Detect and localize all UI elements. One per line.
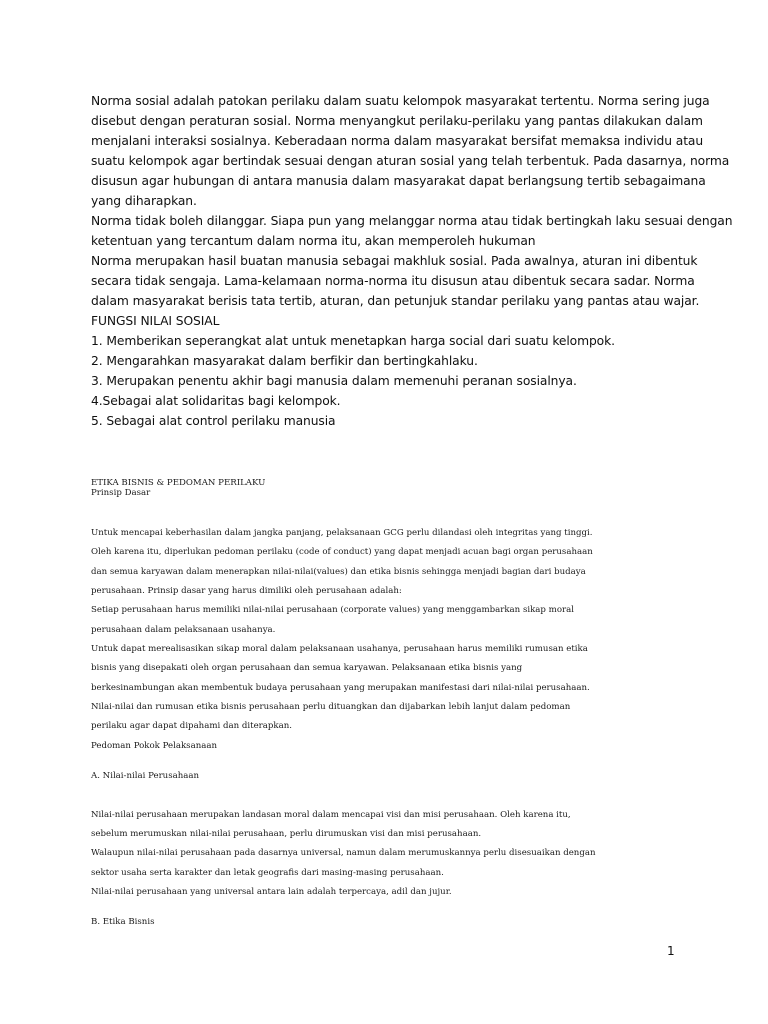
- page-number: 1: [667, 944, 675, 958]
- text-line: Norma sosial adalah patokan perilaku dalam suatu kelompok masyarakat tertentu. Norma sering juga: [91, 94, 710, 108]
- text-line: Oleh karena itu, diperlukan pedoman perilaku (code of conduct) yang dapat menjadi acuan bagi organ perusahaan: [91, 547, 593, 557]
- text-line: sektor usaha serta karakter dan letak geografis dari masing-masing perusahaan.: [91, 868, 444, 878]
- list-item: 4.Sebagai alat solidaritas bagi kelompok.: [91, 394, 341, 408]
- text-line: menjalani interaksi sosialnya. Keberadaan norma dalam masyarakat bersifat memaksa individu atau: [91, 134, 704, 148]
- text-line: suatu kelompok agar bertindak sesuai dengan aturan sosial yang telah terbentuk. Pada dasarnya, norma: [91, 154, 730, 168]
- text-line: Setiap perusahaan harus memiliki nilai-nilai perusahaan (corporate values) yang menggambarkan sikap moral: [91, 605, 574, 615]
- text-line: Untuk mencapai keberhasilan dalam jangka panjang, pelaksanaan GCG perlu dilandasi oleh integritas yang tinggi.: [91, 528, 593, 538]
- text-line: disebut dengan peraturan sosial. Norma menyangkut perilaku-perilaku yang pantas dilakukan dalam: [91, 114, 703, 128]
- norma-sosial-section: [91, 91, 733, 431]
- text-line: perilaku agar dapat dipahami dan diterapkan.: [91, 721, 292, 731]
- text-line: sebelum merumuskan nilai-nilai perusahaan, perlu dirumuskan visi dan misi perusahaan.: [91, 829, 482, 839]
- text-line: Norma tidak boleh dilanggar. Siapa pun yang melanggar norma atau tidak bertingkah laku sesuai dengan: [91, 214, 733, 228]
- section-heading-etika-bisnis: ETIKA BISNIS & PEDOMAN PERILAKU: [91, 478, 266, 488]
- text-line: bisnis yang disepakati oleh organ perusahaan dan semua karyawan. Pelaksanaan etika bisnis yang: [91, 663, 523, 673]
- subheading-nilai-nilai-perusahaan: A. Nilai-nilai Perusahaan: [91, 771, 200, 781]
- text-line: disusun agar hubungan di antara manusia dalam masyarakat dapat berlangsung tertib sebagaimana: [91, 174, 706, 188]
- list-item: 2. Mengarahkan masyarakat dalam berfikir dan bertingkahlaku.: [91, 354, 478, 368]
- text-line: Walaupun nilai-nilai perusahaan pada dasarnya universal, namun dalam merumuskannya perlu disesuaikan dengan: [91, 848, 596, 858]
- list-item: 1. Memberikan seperangkat alat untuk menetapkan harga social dari suatu kelompok.: [91, 334, 615, 348]
- text-line: berkesinambungan akan membentuk budaya perusahaan yang merupakan manifestasi dari nilai-nilai perusahaan.: [91, 683, 590, 693]
- subheading-prinsip-dasar: Prinsip Dasar: [91, 488, 151, 498]
- list-item: 5. Sebagai alat control perilaku manusia: [91, 414, 336, 428]
- text-line: dalam masyarakat berisis tata tertib, aturan, dan petunjuk standar perilaku yang pantas atau wajar.: [91, 294, 700, 308]
- text-line: dan semua karyawan dalam menerapkan nilai-nilai(values) dan etika bisnis sehingga menjadi bagian dari budaya: [91, 567, 586, 577]
- text-line: yang diharapkan.: [91, 194, 197, 208]
- text-line: Nilai-nilai perusahaan yang universal antara lain adalah terpercaya, adil dan jujur.: [91, 887, 452, 897]
- text-line: Nilai-nilai perusahaan merupakan landasan moral dalam mencapai visi dan misi perusahaan. Oleh karena itu,: [91, 810, 571, 820]
- text-line: Untuk dapat merealisasikan sikap moral dalam pelaksanaan usahanya, perusahaan harus memiliki rumusan etika: [91, 644, 588, 654]
- text-line: perusahaan. Prinsip dasar yang harus dimiliki oleh perusahaan adalah:: [91, 586, 402, 596]
- subheading-etika-bisnis: B. Etika Bisnis: [91, 917, 155, 927]
- list-item: 3. Merupakan penentu akhir bagi manusia dalam memenuhi peranan sosialnya.: [91, 374, 577, 388]
- text-line: ketentuan yang tercantum dalam norma itu, akan memperoleh hukuman: [91, 234, 536, 248]
- text-line: secara tidak sengaja. Lama-kelamaan norma-norma itu disusun atau dibentuk secara sadar. Norma: [91, 274, 695, 288]
- text-line: Nilai-nilai dan rumusan etika bisnis perusahaan perlu dituangkan dan dijabarkan lebih lanjut dalam pedoman: [91, 702, 571, 712]
- subheading-pedoman-pokok: Pedoman Pokok Pelaksanaan: [91, 741, 218, 751]
- section-heading-fungsi-nilai-sosial: FUNGSI NILAI SOSIAL: [91, 314, 220, 328]
- text-line: Norma merupakan hasil buatan manusia sebagai makhluk sosial. Pada awalnya, aturan ini dibentuk: [91, 254, 698, 268]
- text-line: perusahaan dalam pelaksanaan usahanya.: [91, 625, 276, 635]
